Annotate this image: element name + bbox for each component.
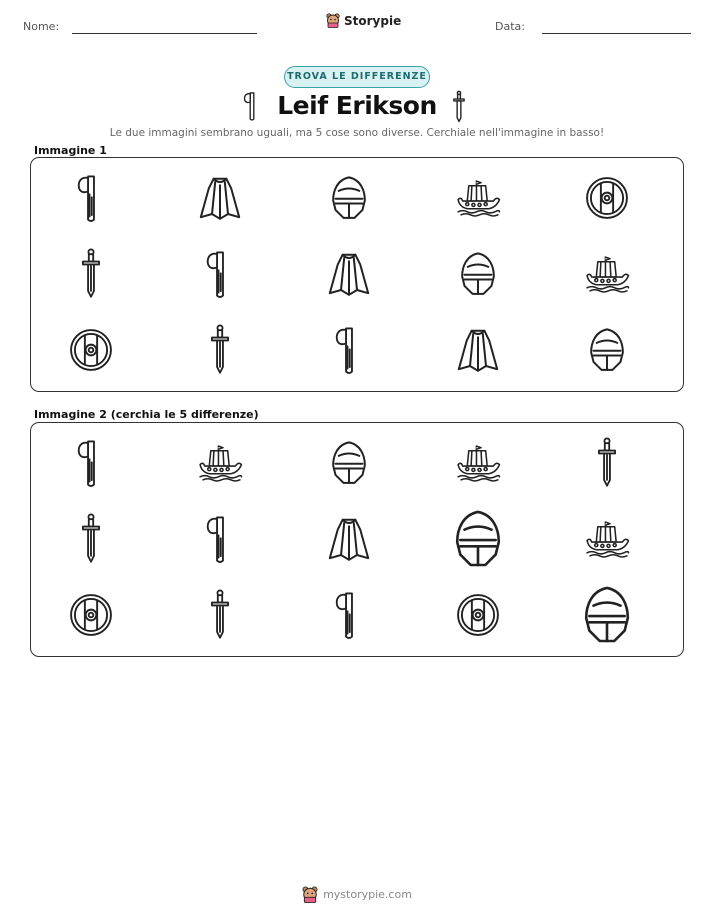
axe-icon[interactable] <box>185 504 255 574</box>
date-label: Data: <box>495 20 525 33</box>
axe-icon <box>314 315 384 385</box>
shield-icon[interactable] <box>443 580 513 650</box>
brand-name: Storypie <box>344 13 402 28</box>
brand-logo <box>326 13 401 28</box>
image1-panel <box>30 157 684 392</box>
footer <box>0 886 714 903</box>
sword-icon[interactable] <box>56 504 126 574</box>
image1-label: Immagine 1 <box>34 144 107 157</box>
helmet-icon[interactable] <box>572 580 642 650</box>
name-line[interactable] <box>72 33 257 34</box>
page-title: Leif Erikson <box>277 91 437 120</box>
helmet-icon[interactable] <box>314 428 384 498</box>
helmet-icon[interactable] <box>443 504 513 574</box>
image2-panel[interactable] <box>30 422 684 657</box>
image2-label: Immagine 2 (cerchia le 5 differenze) <box>34 408 259 421</box>
axe-icon <box>56 163 126 233</box>
helmet-icon <box>572 315 642 385</box>
sword-icon <box>56 239 126 309</box>
storypie-bear-icon <box>302 886 318 903</box>
ship-icon[interactable] <box>572 504 642 574</box>
sword-icon[interactable] <box>572 428 642 498</box>
ship-icon[interactable] <box>185 428 255 498</box>
cloak-icon <box>443 315 513 385</box>
name-label: Nome: <box>23 20 60 33</box>
ship-icon <box>443 163 513 233</box>
footer-url[interactable]: mystorypie.com <box>323 888 412 901</box>
axe-icon <box>185 239 255 309</box>
shield-icon <box>572 163 642 233</box>
helmet-icon <box>443 239 513 309</box>
cloak-icon <box>314 239 384 309</box>
ship-icon <box>572 239 642 309</box>
date-line[interactable] <box>542 33 691 34</box>
helmet-icon <box>314 163 384 233</box>
axe-icon[interactable] <box>56 428 126 498</box>
shield-icon[interactable] <box>56 580 126 650</box>
axe-icon[interactable] <box>314 580 384 650</box>
sword-icon <box>452 90 466 128</box>
sword-icon <box>185 315 255 385</box>
cloak-icon[interactable] <box>314 504 384 574</box>
shield-icon <box>56 315 126 385</box>
instructions-text: Le due immagini sembrano uguali, ma 5 cose sono diverse. Cerchiale nell'immagine in basso! <box>109 127 605 139</box>
cloak-icon <box>185 163 255 233</box>
storypie-bear-icon <box>326 13 340 28</box>
activity-badge: TROVA LE DIFFERENZE <box>284 66 430 88</box>
sword-icon[interactable] <box>185 580 255 650</box>
ship-icon[interactable] <box>443 428 513 498</box>
